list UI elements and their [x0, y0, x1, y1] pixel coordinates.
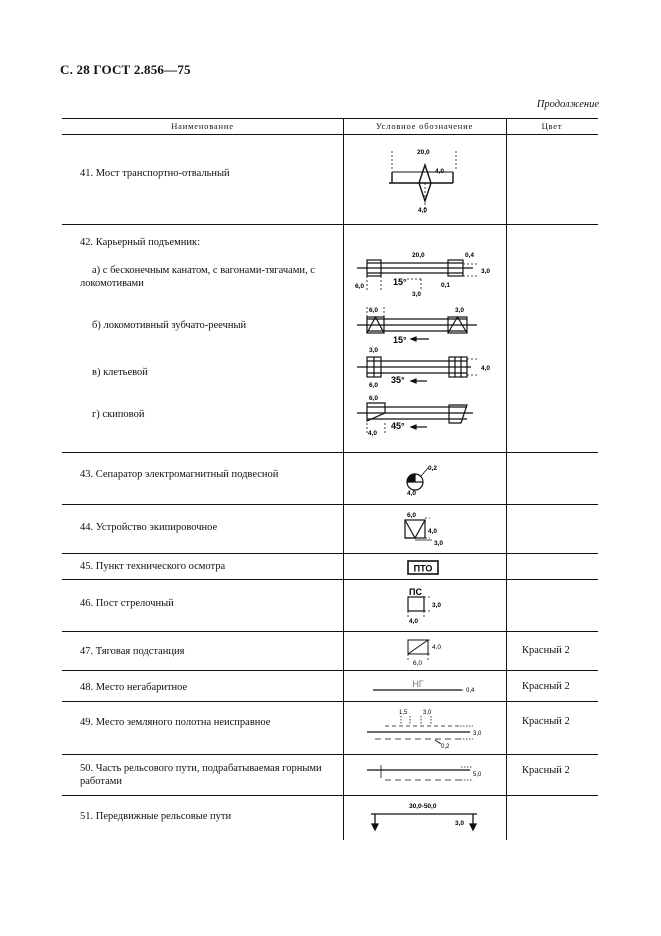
- dim-label: 20,0: [412, 252, 425, 259]
- dim-label: 3,0: [473, 731, 482, 737]
- row-divider: [62, 670, 598, 671]
- movable-rail-tracks-symbol: [365, 800, 485, 834]
- equipping-device-symbol: [400, 508, 460, 552]
- row-47-name: 47. Тяговая подстанция: [80, 646, 185, 657]
- column-divider: [506, 118, 507, 840]
- symbol-text: НГ: [412, 679, 424, 689]
- dim-label: 4,0: [481, 365, 491, 372]
- dim-label: 0,2: [428, 465, 438, 472]
- dim-label: 0,2: [441, 744, 450, 750]
- row-42v-name: в) клетьевой: [92, 367, 148, 378]
- row-42-name: 42. Карьерный подъемник:: [80, 237, 201, 248]
- row-divider: [62, 579, 598, 580]
- angle-label: 35°: [391, 375, 405, 385]
- dim-label: 6,0: [413, 660, 423, 667]
- row-divider: [62, 224, 598, 225]
- dim-label: 4,0: [407, 490, 417, 497]
- magnetic-separator-symbol: [400, 460, 450, 500]
- dim-label: 3,0: [455, 307, 465, 314]
- table-top-border: [62, 118, 598, 119]
- traction-substation-symbol: [400, 636, 460, 668]
- switch-post-symbol: [402, 584, 452, 628]
- row-divider: [62, 553, 598, 554]
- row-42g-name: г) скиповой: [92, 409, 145, 420]
- rack-pinion-hoist-symbol: [355, 303, 485, 345]
- inspection-point-symbol: [407, 559, 443, 577]
- row-43-name: 43. Сепаратор электромагнитный подвесной: [80, 469, 279, 480]
- dim-label: 3,0: [481, 268, 491, 275]
- dim-label: 4,0: [432, 644, 442, 651]
- clearance-violation-symbol: [370, 676, 480, 696]
- row-45-name: 45. Пункт технического осмотра: [80, 561, 226, 572]
- row-50-name: 50. Часть рельсового пути, подрабатываемая горными работами: [80, 763, 322, 787]
- dim-label: 3,0: [432, 602, 442, 609]
- dim-label: 3,0: [423, 710, 432, 716]
- dim-label: 4,0: [428, 528, 438, 535]
- header-symbol: Условное обозначение: [375, 121, 474, 131]
- row-divider: [62, 754, 598, 755]
- row-49-name: 49. Место земляного полотна неисправное: [80, 717, 271, 728]
- dim-label: 6,0: [369, 307, 379, 314]
- row-divider: [62, 631, 598, 632]
- header-color: Цвет: [541, 121, 563, 131]
- dim-label: 4,0: [435, 168, 445, 175]
- row-44-name: 44. Устройство экипировочное: [80, 522, 218, 533]
- row-41-name: 41. Мост транспортно-отвальный: [80, 168, 230, 179]
- row-48-name: 48. Место негабаритное: [80, 682, 188, 693]
- symbol-text: ПТО: [413, 563, 433, 574]
- angle-label: 45°: [391, 421, 405, 431]
- dim-label: 20,0: [417, 149, 430, 156]
- dim-label: 3,0: [455, 820, 465, 827]
- column-divider: [343, 118, 344, 840]
- dim-label: 4,0: [409, 618, 419, 625]
- dim-label: 3,0: [412, 291, 422, 298]
- row-42b-name: б) локомотивный зубчато-реечный: [92, 320, 247, 331]
- row-divider: [62, 701, 598, 702]
- dim-label: 1,5: [399, 710, 408, 716]
- header-name: Наименование: [171, 121, 234, 131]
- transport-dump-bridge-symbol: [383, 143, 473, 218]
- row-divider: [62, 795, 598, 796]
- skip-hoist-symbol: [355, 391, 485, 439]
- undermined-track-symbol: [365, 760, 490, 790]
- dim-label: 3,0: [434, 540, 444, 547]
- endless-rope-hoist-symbol: [355, 248, 495, 300]
- row-divider: [62, 452, 598, 453]
- dim-label: 5,0: [473, 772, 482, 778]
- dim-label: 0,4: [465, 252, 475, 259]
- angle-label: 15°: [393, 335, 407, 345]
- row-47-color: Красный 2: [522, 645, 570, 656]
- row-50-color: Красный 2: [522, 765, 570, 776]
- row-42a-name: а) с бесконечным канатом, с вагонами-тягачами, с локомотивами: [80, 265, 315, 289]
- dim-label: 4,0: [418, 207, 428, 214]
- header-bottom-border: [62, 134, 598, 135]
- dim-label: 6,0: [369, 382, 379, 389]
- dim-label: 6,0: [355, 283, 365, 290]
- cage-hoist-symbol: [355, 345, 495, 391]
- dim-label: 6,0: [369, 395, 379, 402]
- page-title: С. 28 ГОСТ 2.856—75: [60, 62, 191, 77]
- symbol-text: ПС: [409, 587, 422, 597]
- dim-label: 0,1: [441, 282, 451, 289]
- row-46-name: 46. Пост стрелочный: [80, 598, 174, 609]
- dim-label: 6,0: [407, 512, 417, 519]
- row-49-color: Красный 2: [522, 716, 570, 727]
- row-51-name: 51. Передвижные рельсовые пути: [80, 811, 232, 822]
- faulty-roadbed-symbol: [365, 704, 490, 750]
- continuation-label: Продолжение: [536, 99, 599, 110]
- dim-label: 30,0-50,0: [409, 803, 437, 810]
- dim-label: 4,0: [368, 430, 378, 437]
- dim-label: 0,4: [466, 688, 475, 694]
- row-48-color: Красный 2: [522, 681, 570, 692]
- dim-label: 3,0: [369, 347, 379, 354]
- row-divider: [62, 504, 598, 505]
- angle-label: 15°: [393, 277, 407, 287]
